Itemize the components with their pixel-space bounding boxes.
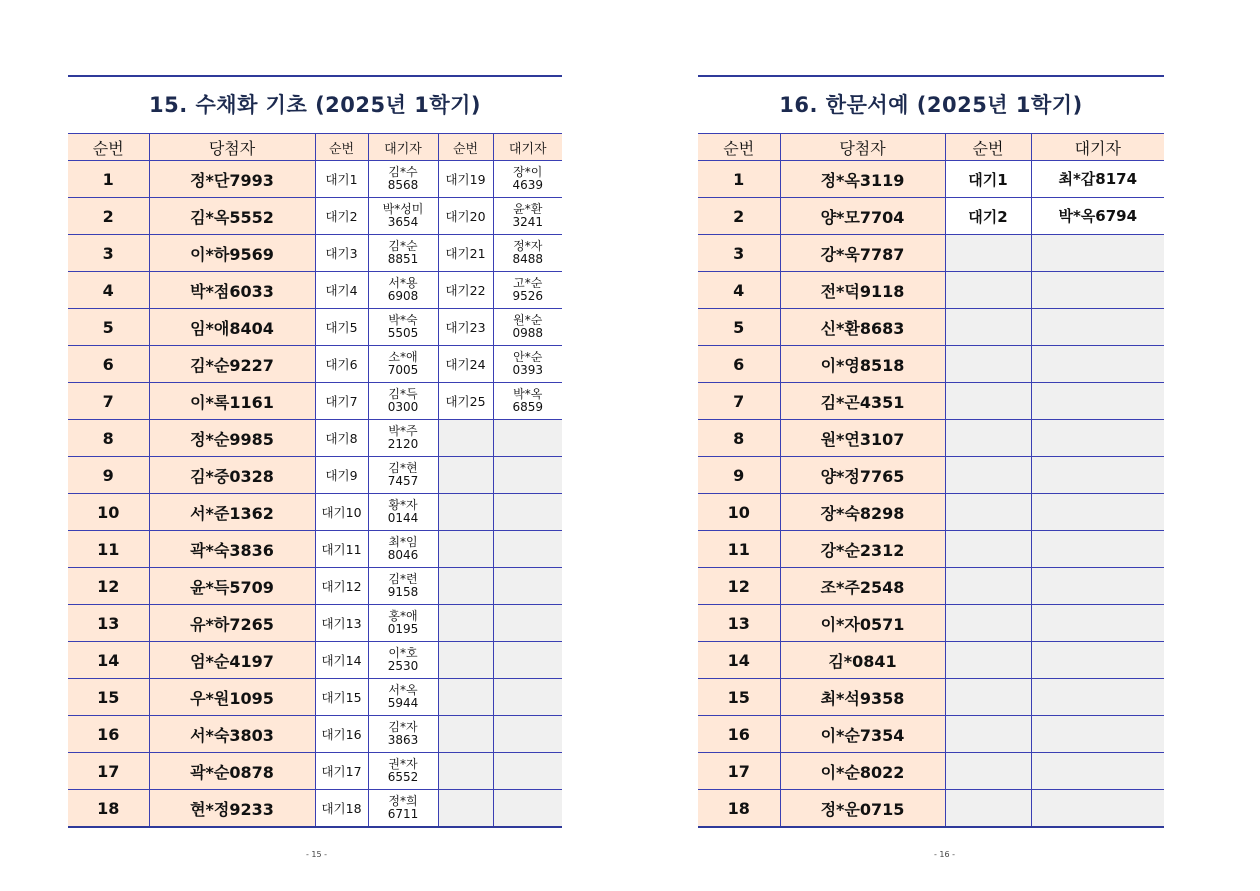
- waitlist-entry: [493, 198, 562, 235]
- winner-name: 이*하9569: [149, 235, 315, 272]
- row-seq: 9: [68, 457, 149, 494]
- wait-seq: 대기15: [315, 679, 368, 716]
- waitlist-name: 김*련: [388, 572, 418, 586]
- empty-cell: [945, 679, 1031, 716]
- row-seq: 3: [68, 235, 149, 272]
- row-seq: 13: [698, 605, 780, 642]
- row-seq: 6: [698, 346, 780, 383]
- winner-name: 김*중0328: [149, 457, 315, 494]
- winner-name: 강*순2312: [780, 531, 945, 568]
- empty-cell: [1031, 642, 1164, 679]
- waitlist-name: 서*옥: [388, 683, 418, 697]
- page-title: 15. 수채화 기초 (2025년 1학기): [149, 93, 481, 117]
- table-row: [68, 679, 562, 716]
- empty-cell: [1031, 716, 1164, 753]
- waitlist-name: 윤*환: [513, 202, 543, 216]
- empty-cell: [945, 272, 1031, 309]
- winner-name: 임*애8404: [149, 309, 315, 346]
- row-seq: 8: [68, 420, 149, 457]
- empty-cell: [945, 235, 1031, 272]
- waitlist-name: 권*자: [388, 757, 418, 771]
- empty-cell: [945, 309, 1031, 346]
- winner-name: 원*연3107: [780, 420, 945, 457]
- row-seq: 6: [68, 346, 149, 383]
- empty-cell: [493, 420, 562, 457]
- empty-cell: [438, 494, 493, 531]
- table-row: [698, 494, 1164, 531]
- empty-cell: [493, 568, 562, 605]
- table-row: [698, 420, 1164, 457]
- wait-seq: 대기17: [315, 753, 368, 790]
- wait-seq: 대기10: [315, 494, 368, 531]
- empty-cell: [438, 568, 493, 605]
- wait-seq: 대기13: [315, 605, 368, 642]
- waitlist-entry: [368, 494, 438, 531]
- empty-cell: [1031, 605, 1164, 642]
- calligraphy-lottery-table: [698, 133, 1164, 828]
- header-wait-seq: 순번: [945, 134, 1031, 161]
- waitlist-name: 서*용: [388, 276, 418, 290]
- wait-seq: 대기8: [315, 420, 368, 457]
- waitlist-name: 최*갑8174: [1031, 161, 1164, 198]
- waitlist-entry: [368, 272, 438, 309]
- wait-seq: 대기12: [315, 568, 368, 605]
- waitlist-code: 8851: [387, 252, 419, 266]
- waitlist-entry: [368, 235, 438, 272]
- waitlist-code: 0195: [387, 622, 419, 636]
- row-seq: 1: [698, 161, 780, 198]
- empty-cell: [438, 531, 493, 568]
- waitlist-entry: [368, 457, 438, 494]
- page-16: [698, 75, 1164, 859]
- table-row: [698, 716, 1164, 753]
- table-row: [698, 605, 1164, 642]
- row-seq: 16: [698, 716, 780, 753]
- row-seq: 14: [68, 642, 149, 679]
- table-row: [698, 753, 1164, 790]
- table-row: [68, 642, 562, 679]
- page-title: 16. 한문서예 (2025년 1학기): [779, 93, 1083, 117]
- row-seq: 10: [698, 494, 780, 531]
- waitlist-code: 3863: [387, 733, 419, 747]
- winner-name: 김*0841: [780, 642, 945, 679]
- empty-cell: [493, 494, 562, 531]
- waitlist-name: 박*옥6794: [1031, 198, 1164, 235]
- waitlist-name: 고*순: [513, 276, 543, 290]
- waitlist-entry: [368, 161, 438, 198]
- row-seq: 15: [68, 679, 149, 716]
- table-row: [68, 420, 562, 457]
- waitlist-entry: [493, 309, 562, 346]
- waitlist-name: 장*이: [513, 165, 543, 179]
- winner-name: 김*옥5552: [149, 198, 315, 235]
- empty-cell: [945, 753, 1031, 790]
- row-seq: 14: [698, 642, 780, 679]
- page-number: - 16 -: [934, 850, 956, 859]
- wait-seq: 대기11: [315, 531, 368, 568]
- wait-seq: 대기6: [315, 346, 368, 383]
- winner-name: 양*모7704: [780, 198, 945, 235]
- wait-seq: 대기7: [315, 383, 368, 420]
- waitlist-entry: [368, 679, 438, 716]
- waitlist-entry: [368, 568, 438, 605]
- empty-cell: [493, 457, 562, 494]
- wait-seq: 대기4: [315, 272, 368, 309]
- wait-seq: 대기2: [315, 198, 368, 235]
- empty-cell: [945, 716, 1031, 753]
- winner-name: 박*점6033: [149, 272, 315, 309]
- winner-name: 곽*순0878: [149, 753, 315, 790]
- header-winner: 당첨자: [149, 134, 315, 161]
- row-seq: 7: [68, 383, 149, 420]
- empty-cell: [493, 716, 562, 753]
- waitlist-code: 5944: [387, 696, 419, 710]
- empty-cell: [493, 642, 562, 679]
- empty-cell: [1031, 494, 1164, 531]
- waitlist-entry: [368, 531, 438, 568]
- table-row: [698, 679, 1164, 716]
- waitlist-code: 4639: [512, 178, 544, 192]
- empty-cell: [945, 605, 1031, 642]
- empty-cell: [945, 346, 1031, 383]
- empty-cell: [1031, 679, 1164, 716]
- waitlist-code: 8488: [512, 252, 544, 266]
- waitlist-entry: [368, 309, 438, 346]
- waitlist-code: 6711: [387, 807, 419, 821]
- waitlist-name: 홍*애: [388, 609, 418, 623]
- waitlist-name: 황*자: [388, 498, 418, 512]
- waitlist-entry: [493, 383, 562, 420]
- row-seq: 18: [68, 790, 149, 828]
- waitlist-entry: [368, 716, 438, 753]
- waitlist-name: 김*순: [388, 239, 418, 253]
- wait-seq: 대기1: [945, 161, 1031, 198]
- empty-cell: [493, 605, 562, 642]
- waitlist-name: 박*주: [388, 424, 418, 438]
- winner-name: 양*정7765: [780, 457, 945, 494]
- empty-cell: [493, 753, 562, 790]
- row-seq: 13: [68, 605, 149, 642]
- row-seq: 2: [68, 198, 149, 235]
- header-row: [698, 134, 1164, 161]
- row-seq: 11: [698, 531, 780, 568]
- empty-cell: [1031, 309, 1164, 346]
- wait-seq: 대기14: [315, 642, 368, 679]
- wait-seq: 대기19: [438, 161, 493, 198]
- row-seq: 7: [698, 383, 780, 420]
- table-row: [68, 716, 562, 753]
- row-seq: 9: [698, 457, 780, 494]
- table-row: [68, 790, 562, 828]
- header-seq: 순번: [698, 134, 780, 161]
- waitlist-entry: [368, 605, 438, 642]
- waitlist-entry: [493, 235, 562, 272]
- row-seq: 11: [68, 531, 149, 568]
- waitlist-name: 원*순: [513, 313, 543, 327]
- waitlist-entry: [368, 198, 438, 235]
- empty-cell: [1031, 235, 1164, 272]
- empty-cell: [945, 494, 1031, 531]
- empty-cell: [438, 790, 493, 828]
- row-seq: 12: [698, 568, 780, 605]
- winner-name: 전*덕9118: [780, 272, 945, 309]
- table-row: [698, 235, 1164, 272]
- winner-name: 장*숙8298: [780, 494, 945, 531]
- empty-cell: [945, 420, 1031, 457]
- empty-cell: [1031, 790, 1164, 828]
- row-seq: 4: [68, 272, 149, 309]
- empty-cell: [1031, 420, 1164, 457]
- winner-name: 김*순9227: [149, 346, 315, 383]
- table-row: [68, 753, 562, 790]
- waitlist-entry: [368, 790, 438, 828]
- waitlist-name: 김*현: [388, 461, 418, 475]
- waitlist-name: 정*희: [388, 794, 418, 808]
- header-waitlist-2: 대기자: [493, 134, 562, 161]
- winner-name: 정*옥3119: [780, 161, 945, 198]
- winner-name: 이*영8518: [780, 346, 945, 383]
- waitlist-entry: [368, 753, 438, 790]
- empty-cell: [1031, 753, 1164, 790]
- wait-seq: 대기22: [438, 272, 493, 309]
- table-row: [698, 346, 1164, 383]
- header-row: [68, 134, 562, 161]
- header-waitlist: 대기자: [368, 134, 438, 161]
- waitlist-code: 6552: [387, 770, 419, 784]
- row-seq: 12: [68, 568, 149, 605]
- empty-cell: [438, 753, 493, 790]
- header-waitlist: 대기자: [1031, 134, 1164, 161]
- waitlist-code: 7457: [387, 474, 419, 488]
- waitlist-entry: [493, 346, 562, 383]
- empty-cell: [438, 716, 493, 753]
- table-row: [68, 457, 562, 494]
- table-row: [68, 494, 562, 531]
- row-seq: 16: [68, 716, 149, 753]
- waitlist-name: 김*수: [388, 165, 418, 179]
- waitlist-code: 8046: [387, 548, 419, 562]
- empty-cell: [945, 642, 1031, 679]
- empty-cell: [945, 457, 1031, 494]
- empty-cell: [1031, 531, 1164, 568]
- winner-name: 곽*숙3836: [149, 531, 315, 568]
- winner-name: 정*운0715: [780, 790, 945, 828]
- empty-cell: [493, 679, 562, 716]
- winner-name: 유*하7265: [149, 605, 315, 642]
- empty-cell: [1031, 346, 1164, 383]
- empty-cell: [438, 605, 493, 642]
- waitlist-name: 소*애: [388, 350, 418, 364]
- waitlist-name: 박*옥: [513, 387, 543, 401]
- wait-seq: 대기18: [315, 790, 368, 828]
- table-row: [68, 531, 562, 568]
- waitlist-name: 안*순: [513, 350, 543, 364]
- wait-seq: 대기1: [315, 161, 368, 198]
- wait-seq: 대기25: [438, 383, 493, 420]
- waitlist-code: 9158: [387, 585, 419, 599]
- winner-name: 현*정9233: [149, 790, 315, 828]
- table-row: [68, 309, 562, 346]
- empty-cell: [493, 790, 562, 828]
- waitlist-code: 5505: [387, 326, 419, 340]
- wait-seq: 대기5: [315, 309, 368, 346]
- header-wait-seq: 순번: [315, 134, 368, 161]
- wait-seq: 대기2: [945, 198, 1031, 235]
- table-row: [68, 605, 562, 642]
- wait-seq: 대기21: [438, 235, 493, 272]
- empty-cell: [438, 457, 493, 494]
- table-row: [68, 383, 562, 420]
- waitlist-code: 3654: [387, 215, 419, 229]
- winner-name: 이*록1161: [149, 383, 315, 420]
- waitlist-code: 6859: [512, 400, 544, 414]
- row-seq: 18: [698, 790, 780, 828]
- row-seq: 8: [698, 420, 780, 457]
- empty-cell: [1031, 383, 1164, 420]
- waitlist-code: 3241: [512, 215, 544, 229]
- table-row: [698, 383, 1164, 420]
- table-row: [68, 346, 562, 383]
- table-row: [698, 198, 1164, 235]
- empty-cell: [945, 531, 1031, 568]
- page-15: [68, 75, 562, 859]
- empty-cell: [1031, 568, 1164, 605]
- waitlist-entry: [368, 346, 438, 383]
- wait-seq: 대기3: [315, 235, 368, 272]
- empty-cell: [945, 790, 1031, 828]
- row-seq: 10: [68, 494, 149, 531]
- waitlist-code: 0300: [387, 400, 419, 414]
- winner-name: 윤*득5709: [149, 568, 315, 605]
- row-seq: 5: [68, 309, 149, 346]
- table-row: [698, 790, 1164, 828]
- empty-cell: [945, 383, 1031, 420]
- winner-name: 이*순8022: [780, 753, 945, 790]
- row-seq: 1: [68, 161, 149, 198]
- waitlist-name: 최*임: [388, 535, 418, 549]
- wait-seq: 대기20: [438, 198, 493, 235]
- waitlist-code: 0393: [512, 363, 544, 377]
- table-row: [68, 568, 562, 605]
- table-row: [698, 531, 1164, 568]
- waitlist-code: 0144: [387, 511, 419, 525]
- winner-name: 엄*순4197: [149, 642, 315, 679]
- watercolor-lottery-table: [68, 133, 562, 828]
- waitlist-code: 9526: [512, 289, 544, 303]
- waitlist-entry: [493, 272, 562, 309]
- table-row: [698, 309, 1164, 346]
- winner-name: 이*자0571: [780, 605, 945, 642]
- waitlist-name: 김*자: [388, 720, 418, 734]
- table-row: [68, 272, 562, 309]
- winner-name: 우*원1095: [149, 679, 315, 716]
- waitlist-name: 박*숙: [388, 313, 418, 327]
- row-seq: 17: [698, 753, 780, 790]
- wait-seq: 대기23: [438, 309, 493, 346]
- wait-seq: 대기16: [315, 716, 368, 753]
- winner-name: 서*준1362: [149, 494, 315, 531]
- table-row: [68, 161, 562, 198]
- winner-name: 신*환8683: [780, 309, 945, 346]
- waitlist-name: 김*득: [388, 387, 418, 401]
- waitlist-entry: [368, 420, 438, 457]
- waitlist-name: 이*호: [388, 646, 418, 660]
- winner-name: 서*숙3803: [149, 716, 315, 753]
- empty-cell: [1031, 457, 1164, 494]
- winner-name: 김*곤4351: [780, 383, 945, 420]
- waitlist-code: 2530: [387, 659, 419, 673]
- waitlist-code: 8568: [387, 178, 419, 192]
- header-wait-seq-2: 순번: [438, 134, 493, 161]
- table-row: [698, 161, 1164, 198]
- winner-name: 조*주2548: [780, 568, 945, 605]
- waitlist-code: 2120: [387, 437, 419, 451]
- winner-name: 정*순9985: [149, 420, 315, 457]
- winner-name: 최*석9358: [780, 679, 945, 716]
- row-seq: 3: [698, 235, 780, 272]
- waitlist-code: 7005: [387, 363, 419, 377]
- row-seq: 2: [698, 198, 780, 235]
- waitlist-code: 6908: [387, 289, 419, 303]
- empty-cell: [1031, 272, 1164, 309]
- table-row: [698, 272, 1164, 309]
- row-seq: 5: [698, 309, 780, 346]
- waitlist-name: 정*자: [513, 239, 543, 253]
- waitlist-entry: [368, 383, 438, 420]
- winner-name: 정*단7993: [149, 161, 315, 198]
- winner-name: 이*순7354: [780, 716, 945, 753]
- empty-cell: [438, 642, 493, 679]
- row-seq: 17: [68, 753, 149, 790]
- winner-name: 강*욱7787: [780, 235, 945, 272]
- page-number: - 15 -: [306, 850, 328, 859]
- table-row: [698, 568, 1164, 605]
- row-seq: 4: [698, 272, 780, 309]
- empty-cell: [945, 568, 1031, 605]
- waitlist-entry: [368, 642, 438, 679]
- wait-seq: 대기24: [438, 346, 493, 383]
- empty-cell: [438, 679, 493, 716]
- wait-seq: 대기9: [315, 457, 368, 494]
- header-winner: 당첨자: [780, 134, 945, 161]
- table-row: [698, 457, 1164, 494]
- waitlist-code: 0988: [512, 326, 544, 340]
- table-row: [698, 642, 1164, 679]
- empty-cell: [438, 420, 493, 457]
- empty-cell: [493, 531, 562, 568]
- header-seq: 순번: [68, 134, 149, 161]
- table-row: [68, 198, 562, 235]
- waitlist-name: 박*성미: [382, 202, 424, 216]
- table-row: [68, 235, 562, 272]
- waitlist-entry: [493, 161, 562, 198]
- row-seq: 15: [698, 679, 780, 716]
